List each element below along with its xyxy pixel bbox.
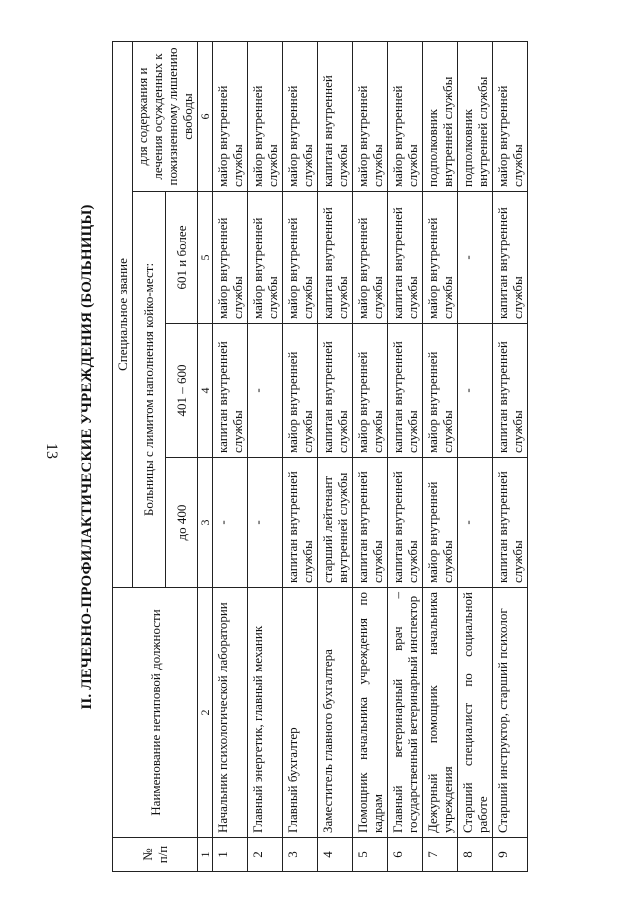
rank-401-600: капитан внутренней службы [318, 324, 353, 458]
column-number-row [198, 42, 213, 872]
rank-601: капитан внутренней службы [493, 192, 528, 324]
table-row [493, 42, 528, 872]
header-hospitals: Больницы с лимитом наполнения койко-мест: [133, 192, 166, 588]
rank-lifers: майор внутренней службы [353, 42, 388, 192]
rank-lifers: майор внутренней службы [283, 42, 318, 192]
header-num: № п/п [113, 838, 198, 872]
rank-401-600: майор внутренней службы [423, 324, 458, 458]
rank-upto400: капитан внутренней службы [493, 458, 528, 588]
rank-upto400: капитан внутренней службы [353, 458, 388, 588]
table-row [213, 42, 248, 872]
page-number: 13 [43, 443, 60, 459]
row-number: 4 [318, 838, 353, 872]
table-row [353, 42, 388, 872]
rank-601: майор внутренней службы [248, 192, 283, 324]
row-number: 8 [458, 838, 493, 872]
rank-601: майор внутренней службы [353, 192, 388, 324]
position-name: Помощник начальника учреждения по кадрам [353, 588, 388, 838]
row-number: 9 [493, 838, 528, 872]
rank-upto400: майор внутренней службы [423, 458, 458, 588]
rank-601: капитан внутренней службы [388, 192, 423, 324]
rank-401-600: - [248, 324, 283, 458]
rank-upto400: - [248, 458, 283, 588]
row-number: 2 [248, 838, 283, 872]
column-number: 5 [198, 192, 213, 324]
rank-lifers: майор внутренней службы [213, 42, 248, 192]
rank-lifers: майор внутренней службы [388, 42, 423, 192]
table-row [458, 42, 493, 872]
rank-401-600: - [458, 324, 493, 458]
rank-401-600: майор внутренней службы [283, 324, 318, 458]
position-name: Старший инструктор, старший психолог [493, 588, 528, 838]
position-name: Начальник психологической лаборатории [213, 588, 248, 838]
rank-401-600: капитан внутренней службы [493, 324, 528, 458]
table-row [248, 42, 283, 872]
rank-601: майор внутренней службы [283, 192, 318, 324]
rank-lifers: капитан внутренней службы [318, 42, 353, 192]
header-col-lifers: для содержания и лечения осужденных к пожизненному лишению свободы [133, 42, 198, 192]
rank-upto400: капитан внутренней службы [388, 458, 423, 588]
header-col-601: 601 и более [165, 192, 198, 324]
rank-upto400: старший лейтенант внутренней службы [318, 458, 353, 588]
rank-lifers: майор внутренней службы [248, 42, 283, 192]
rank-lifers: майор внутренней службы [493, 42, 528, 192]
row-number: 6 [388, 838, 423, 872]
rank-401-600: капитан внутренней службы [388, 324, 423, 458]
rank-601: капитан внутренней службы [318, 192, 353, 324]
column-number: 4 [198, 324, 213, 458]
rank-601: майор внутренней службы [213, 192, 248, 324]
row-number: 1 [213, 838, 248, 872]
position-name: Главный ветеринарный врач – государственный ветеринарный инспектор [388, 588, 423, 838]
position-name: Главный бухгалтер [283, 588, 318, 838]
rank-401-600: майор внутренней службы [353, 324, 388, 458]
row-number: 5 [353, 838, 388, 872]
row-number: 3 [283, 838, 318, 872]
position-name: Главный энергетик, главный механик [248, 588, 283, 838]
rank-upto400: - [458, 458, 493, 588]
rank-upto400: - [213, 458, 248, 588]
header-position: Наименование нетиповой должности [113, 588, 198, 838]
rank-401-600: капитан внутренней службы [213, 324, 248, 458]
rank-lifers: подполковник внутренней службы [423, 42, 458, 192]
column-number: 6 [198, 42, 213, 192]
table-row [388, 42, 423, 872]
rank-601: - [458, 192, 493, 324]
rank-upto400: капитан внутренней службы [283, 458, 318, 588]
position-name: Дежурный помощник начальника учреждения [423, 588, 458, 838]
positions-table [112, 41, 528, 872]
rank-601: майор внутренней службы [423, 192, 458, 324]
header-col-401-600: 401 – 600 [165, 324, 198, 458]
table-row [423, 42, 458, 872]
column-number: 2 [198, 588, 213, 838]
rank-lifers: подполковник внутренней службы [458, 42, 493, 192]
rotated-page-content [70, 42, 600, 872]
table-row [318, 42, 353, 872]
column-number: 3 [198, 458, 213, 588]
row-number: 7 [423, 838, 458, 872]
section-title: II. ЛЕЧЕБНО-ПРОФИЛАКТИЧЕСКИЕ УЧРЕЖДЕНИЯ (БОЛЬНИЦЫ) [79, 204, 95, 710]
table-row [283, 42, 318, 872]
position-name: Старший специалист по социальной работе [458, 588, 493, 838]
column-number: 1 [198, 838, 213, 872]
position-name: Заместитель главного бухгалтера [318, 588, 353, 838]
table-body [213, 42, 528, 872]
header-col-upto400: до 400 [165, 458, 198, 588]
header-special-rank: Специальное звание [113, 42, 133, 588]
